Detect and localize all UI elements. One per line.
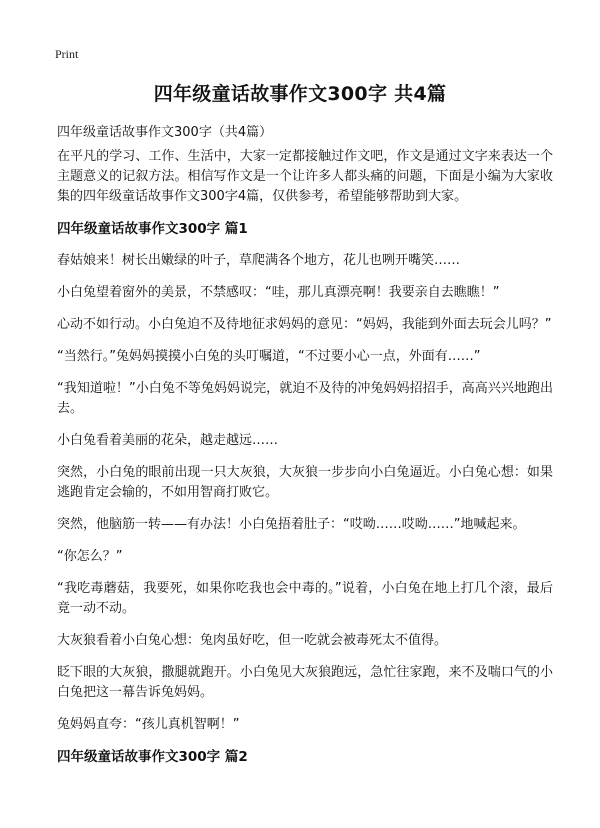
story-paragraph: “你怎么？” — [57, 549, 123, 564]
story-paragraph: 大灰狼看着小白兔心想：兔肉虽好吃，但一吃就会被毒死太不值得。 — [57, 633, 448, 648]
story-paragraph: 心动不如行动。小白兔迫不及待地征求妈妈的意见：“妈妈，我能到外面去玩会儿吗？” — [57, 317, 552, 332]
story-paragraph: “我知道啦！”小白兔不等兔妈妈说完，就迫不及待的冲兔妈妈招招手，高高兴兴地跑出去。 — [57, 381, 553, 416]
section-heading-1: 四年级童话故事作文300字 篇1 — [57, 221, 248, 237]
story-paragraph: 突然，小白兔的眼前出现一只大灰狼，大灰狼一步步向小白兔逼近。小白兔心想：如果逃跑肯定会输的，不如用智商打败它。 — [57, 465, 553, 500]
story-paragraph: 眨下眼的大灰狼，撒腿就跑开。小白兔见大灰狼跑远，急忙往家跑，来不及喘口气的小白兔把这一幕告诉兔妈妈。 — [57, 665, 553, 700]
story-paragraph: 小白兔望着窗外的美景，不禁感叹：“哇，那儿真漂亮啊！我要亲自去瞧瞧！” — [57, 285, 500, 300]
intro-paragraph: 在平凡的学习、工作、生活中，大家一定都接触过作文吧，作文是通过文字来表达一个主题意义的记叙方法。相信写作文是一个让许多人都头痛的问题，下面是小编为大家收集的四年级童话故事作文300字4篇，仅供参考，希望能够帮助到大家。 — [57, 149, 553, 204]
story-paragraph: “当然行。”兔妈妈摸摸小白兔的头叮嘱道，“不过要小心一点，外面有……” — [57, 349, 481, 364]
story-paragraph: 小白兔看着美丽的花朵，越走越远…… — [57, 433, 279, 448]
story-paragraph: 春姑娘来！树长出嫩绿的叶子，草爬满各个地方，花儿也咧开嘴笑…… — [57, 253, 461, 268]
story-paragraph: 兔妈妈直夸：“孩儿真机智啊！” — [57, 717, 240, 732]
section-heading-2: 四年级童话故事作文300字 篇2 — [57, 749, 248, 765]
page-title: 四年级童话故事作文300字 共4篇 — [153, 83, 447, 105]
document-subtitle: 四年级童话故事作文300字（共4篇） — [57, 125, 273, 140]
story-paragraph: “我吃毒蘑菇，我要死，如果你吃我也会中毒的。”说着，小白兔在地上打几个滚，最后竟一动不动。 — [57, 581, 553, 616]
story-paragraph: 突然，他脑筋一转——有办法！小白兔捂着肚子：“哎呦……哎呦……”地喊起来。 — [57, 517, 526, 532]
print-label: Print — [55, 47, 79, 61]
document-body — [57, 147, 553, 779]
